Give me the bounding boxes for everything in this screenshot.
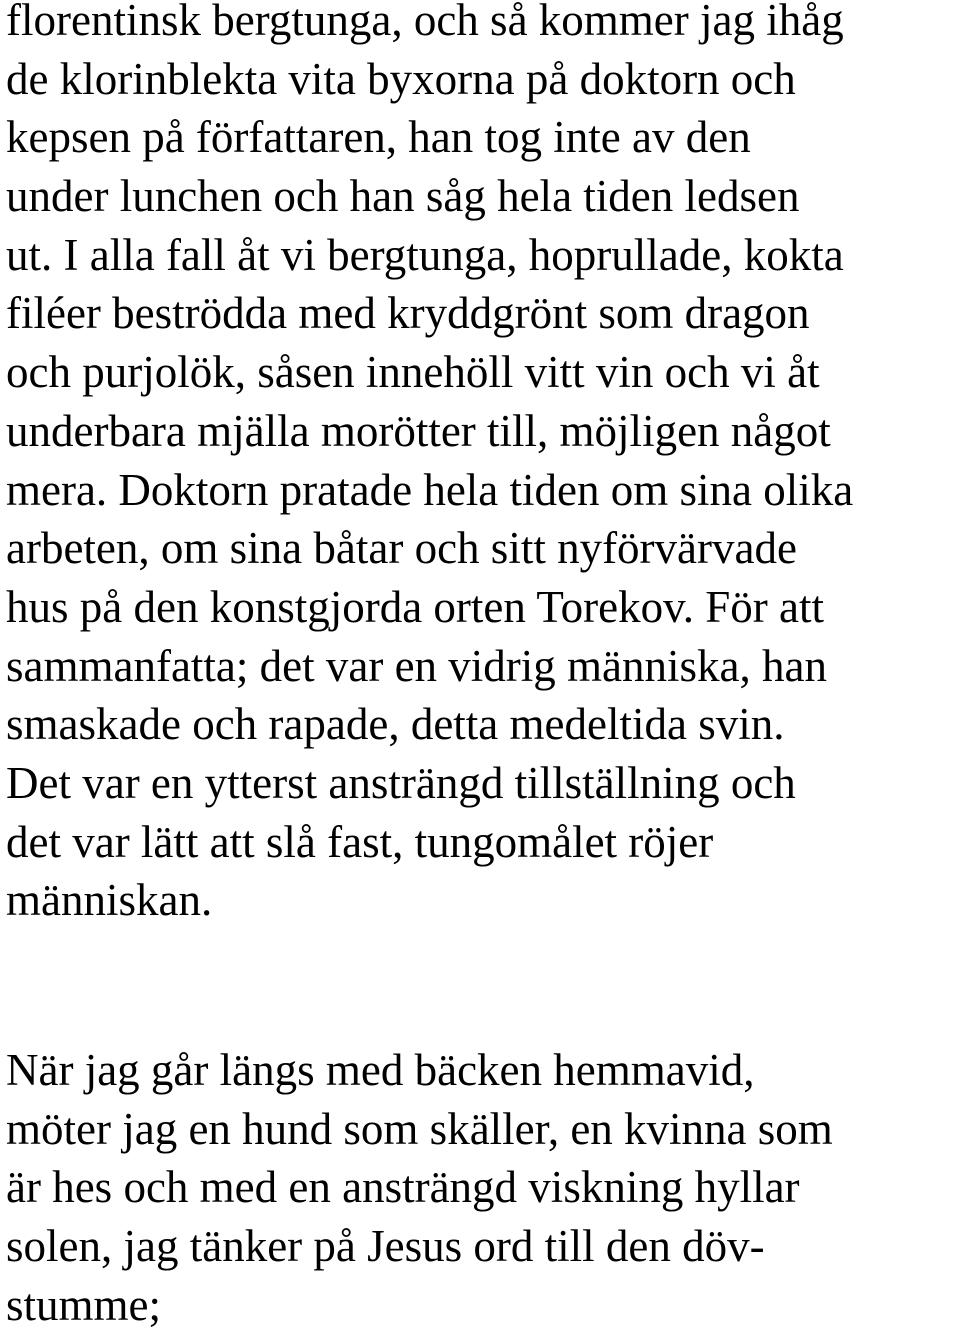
text-line: kepsen på författaren, han tog inte av den [6,112,751,163]
text-line: ut. I alla fall åt vi bergtunga, hoprullade, kokta [6,229,844,280]
text-line: under lunchen och han såg hela tiden ledsen [6,171,800,222]
text-line: florentinsk bergtunga, och så kommer jag ihåg [6,0,844,45]
text-line: sammanfatta; det var en vidrig människa, han [6,640,827,691]
text-line: möter jag en hund som skäller, en kvinna som [6,1103,833,1154]
text-line: mera. Doktorn pratade hela tiden om sina olika [6,464,854,515]
text-line: är hes och med en ansträngd viskning hyllar [6,1162,800,1213]
text-line: människan. [6,875,213,926]
text-line: filéer beströdda med kryddgrönt som dragon [6,288,810,339]
text-line: de klorinblekta vita byxorna på doktorn och [6,53,796,104]
text-line: stumme; [6,1279,161,1330]
text-line: När jag går längs med bäcken hemmavid, [6,1045,755,1095]
paragraph-2 [6,1041,833,1334]
paragraph-1 [6,0,853,930]
text-line: det var lätt att slå fast, tungomålet röjer [6,816,714,867]
text-line: underbara mjälla morötter till, möjligen något [6,405,831,456]
text-line: smaskade och rapade, detta medeltida svin. [6,699,785,750]
text-line: Det var en ytterst ansträngd tillställning och [6,757,796,808]
text-line: solen, jag tänker på Jesus ord till den döv- [6,1221,765,1272]
text-line: och purjolök, såsen innehöll vitt vin och vi åt [6,347,820,398]
text-line: arbeten, om sina båtar och sitt nyförvärvade [6,523,797,574]
text-line: hus på den konstgjorda orten Torekov. För att [6,581,824,632]
